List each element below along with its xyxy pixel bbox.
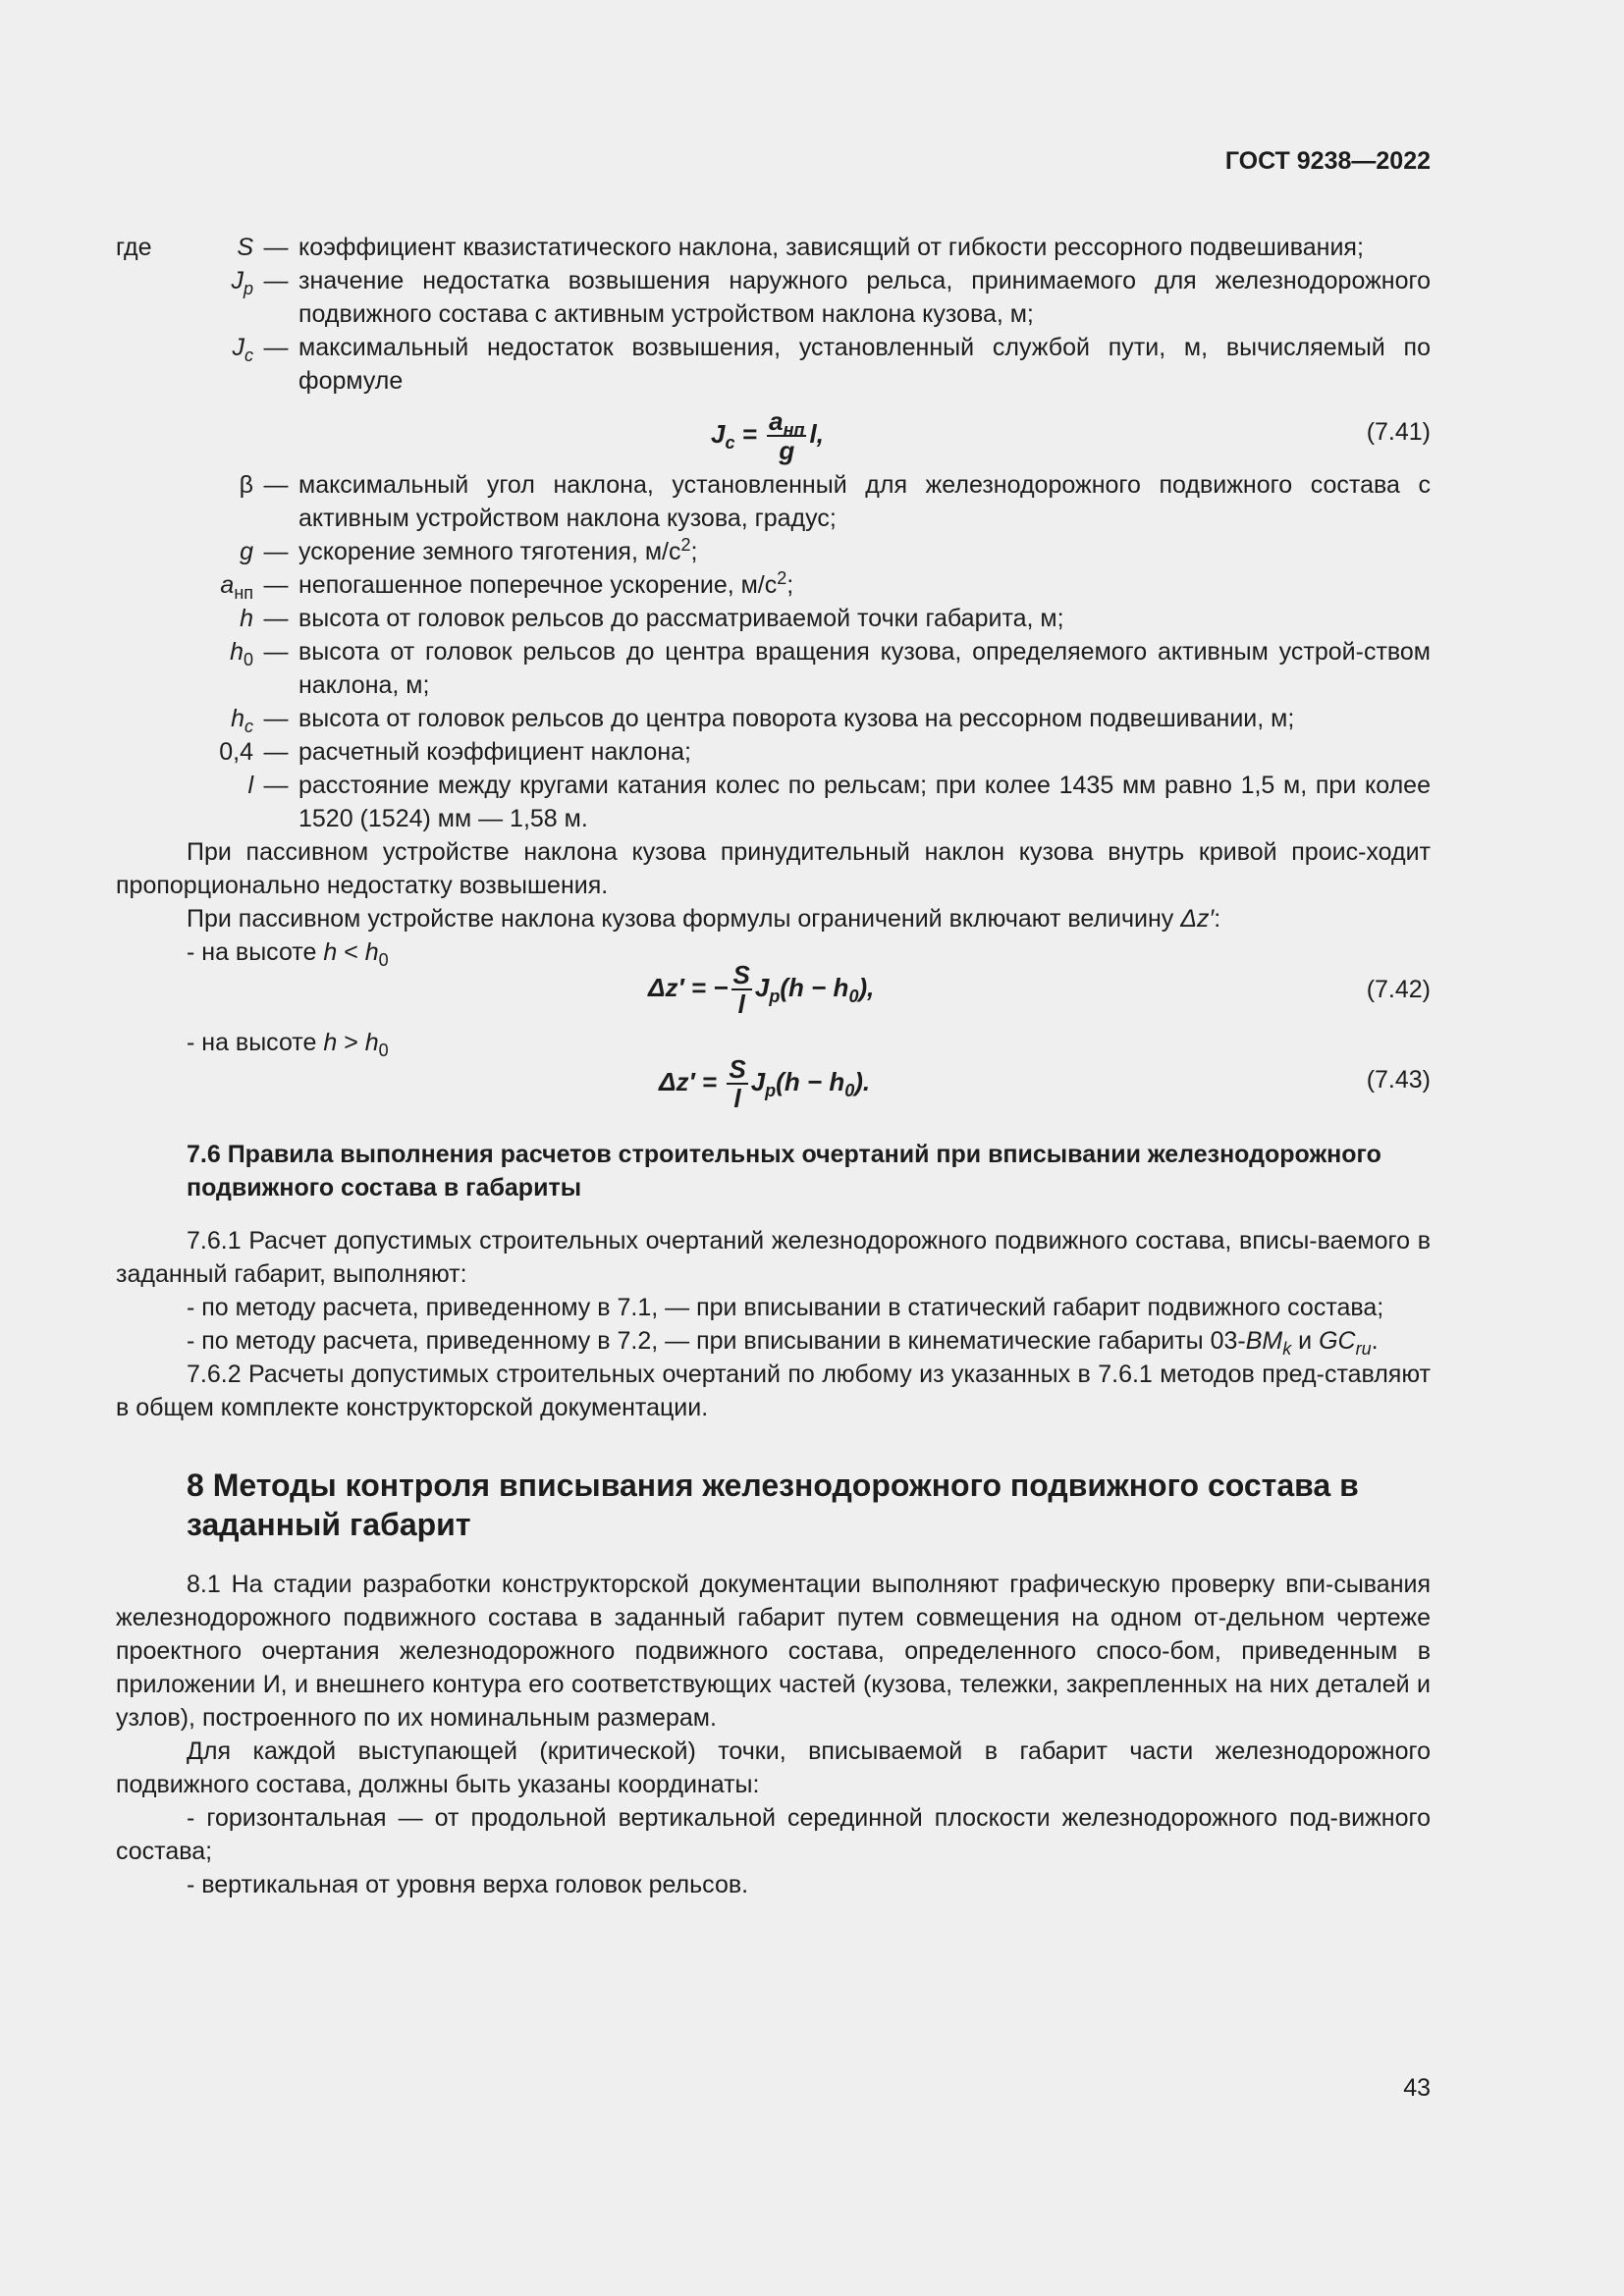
def-symbol: $h_c$ (231, 705, 253, 736)
paragraph: - по методу расчета, приведенному в 7.2, — при вписывании в кинематические габариты $03-BM_k$ и $GC_{ru}$. (187, 1327, 1379, 1359)
paragraph: При пассивном устройстве наклона кузова формулы ограничений включают величину Δz′: (187, 905, 1221, 933)
formula-number: (7.43) (1366, 1066, 1431, 1094)
def-symbol: 0,4 (219, 738, 253, 766)
paragraph: - вертикальная от уровня верха головок рельсов. (187, 1871, 749, 1898)
def-text: высота от головок рельсов до центра поворота кузова на рессорном подвешивании, м; (298, 705, 1295, 732)
def-text: расчетный коэффициент наклона; (298, 738, 691, 766)
formula-7-43 (116, 1045, 1431, 1120)
def-text: максимальный угол наклона, установленный для железнодорожного подвижного состава с активным устройством наклона кузова, градус; (298, 471, 1431, 532)
formula-expression: Δz′ = − $\frac{S}{l}$ $J_p(h - h_0)$, (648, 960, 875, 1019)
def-dash: — (263, 334, 289, 361)
paragraph: При пассивном устройстве наклона кузова принудительный наклон кузова внутрь кривой проис-ходит пропорционально недостатку возвышения. (116, 838, 1431, 899)
paragraph: Для каждой выступающей (критической) точки, вписываемой в габарит части железнодорожного подвижного состава, должны быть указаны координаты: (116, 1737, 1431, 1798)
paragraph: - горизонтальная — от продольной вертикальной серединной плоскости железнодорожного под-вижного состава; (116, 1804, 1431, 1865)
def-text: ускорение земного тяготения, $м/с^2$; (298, 535, 698, 565)
paragraph: - по методу расчета, приведенному в 7.1, — при вписывании в статический габарит подвижного состава; (187, 1294, 1384, 1321)
formula-number: (7.41) (1366, 418, 1431, 446)
def-dash: — (263, 234, 289, 261)
def-symbol: β (239, 471, 253, 499)
formula-expression: Δz′ = $\frac{S}{l}$ $J_p(h - h_0)$. (659, 1054, 871, 1113)
paragraph: 8.1 На стадии разработки конструкторской документации выполняют графическую проверку впи-сывания железнодорожного подвижного состава в заданный габарит путем совмещения на одном от-дельном чертеже проектного очертания железнодорожного подвижного состава, определенного спосо-бом, приведенным в приложении И, и внешнего контура его соответствующих частей (кузова, тележки, закрепленных на них деталей и узлов), построенного по их номинальным размерам. (116, 1571, 1431, 1732)
def-text: непогашенное поперечное ускорение, $м/с^2$; (298, 568, 794, 599)
def-text: высота от головок рельсов до центра вращения кузова, определяемого активным устрой-ством наклона, м; (298, 638, 1431, 699)
standard-header: ГОСТ 9238—2022 (1224, 147, 1431, 175)
page-content (116, 231, 1431, 1901)
formula-expression: $J_c$ = $\frac{a_{нп}}{g}$ l, (711, 406, 824, 465)
def-symbol: l (247, 772, 253, 799)
section-heading-7-6: 7.6 Правила выполнения расчетов строительных очертаний при вписывании железнодорожного подвижного состава в габариты (187, 1141, 1381, 1201)
def-text: коэффициент квазистатического наклона, зависящий от гибкости рессорного подвешивания; (298, 234, 1364, 261)
def-symbol: $h_0$ (230, 638, 253, 669)
def-dash: — (263, 705, 289, 732)
definitions-list-a (116, 231, 1431, 398)
def-dash: — (263, 267, 289, 294)
page-number: 43 (1403, 2074, 1431, 2102)
def-text: высота от головок рельсов до рассматриваемой точки габарита, м; (298, 605, 1064, 632)
definitions-list-b (116, 468, 1431, 835)
paragraph: 7.6.1 Расчет допустимых строительных очертаний железнодорожного подвижного состава, вписы-ваемого в заданный габарит, выполняют: (116, 1227, 1431, 1288)
def-dash: — (263, 605, 289, 632)
def-symbol: $a_{нп}$ (220, 571, 253, 603)
def-dash: — (263, 571, 289, 599)
formula-7-42 (116, 951, 1431, 1026)
def-text: значение недостатка возвышения наружного рельса, принимаемого для железнодорожного подвижного состава с активным устройством наклона кузова, м; (298, 267, 1431, 328)
formula-number: (7.42) (1366, 976, 1431, 1003)
formula-7-41 (116, 398, 1431, 468)
def-dash: — (263, 772, 289, 799)
case-label: - на высоте $h > h_0$ (187, 1029, 389, 1060)
def-symbol: $J_p$ (231, 267, 253, 298)
def-dash: — (263, 638, 289, 666)
def-symbol: g (240, 538, 253, 565)
section-heading-8: 8 Методы контроля вписывания железнодорожного подвижного состава в заданный габарит (187, 1468, 1359, 1542)
def-dash: — (263, 738, 289, 766)
def-symbol: $J_c$ (232, 334, 253, 365)
paragraph: 7.6.2 Расчеты допустимых строительных очертаний по любому из указанных в 7.6.1 методов пред-ставляют в общем комплекте конструкторской документации. (116, 1361, 1431, 1421)
def-dash: — (263, 538, 289, 565)
def-symbol: где S (116, 234, 253, 261)
case-label: - на высоте $h < h_0$ (187, 938, 389, 970)
def-text: максимальный недостаток возвышения, установленный службой пути, м, вычисляемый по формуле (298, 334, 1431, 395)
def-text: расстояние между кругами катания колес по рельсам; при колее 1435 мм равно 1,5 м, при колее 1520 (1524) мм — 1,58 м. (298, 772, 1431, 832)
def-dash: — (263, 471, 289, 499)
def-symbol: h (240, 605, 253, 632)
